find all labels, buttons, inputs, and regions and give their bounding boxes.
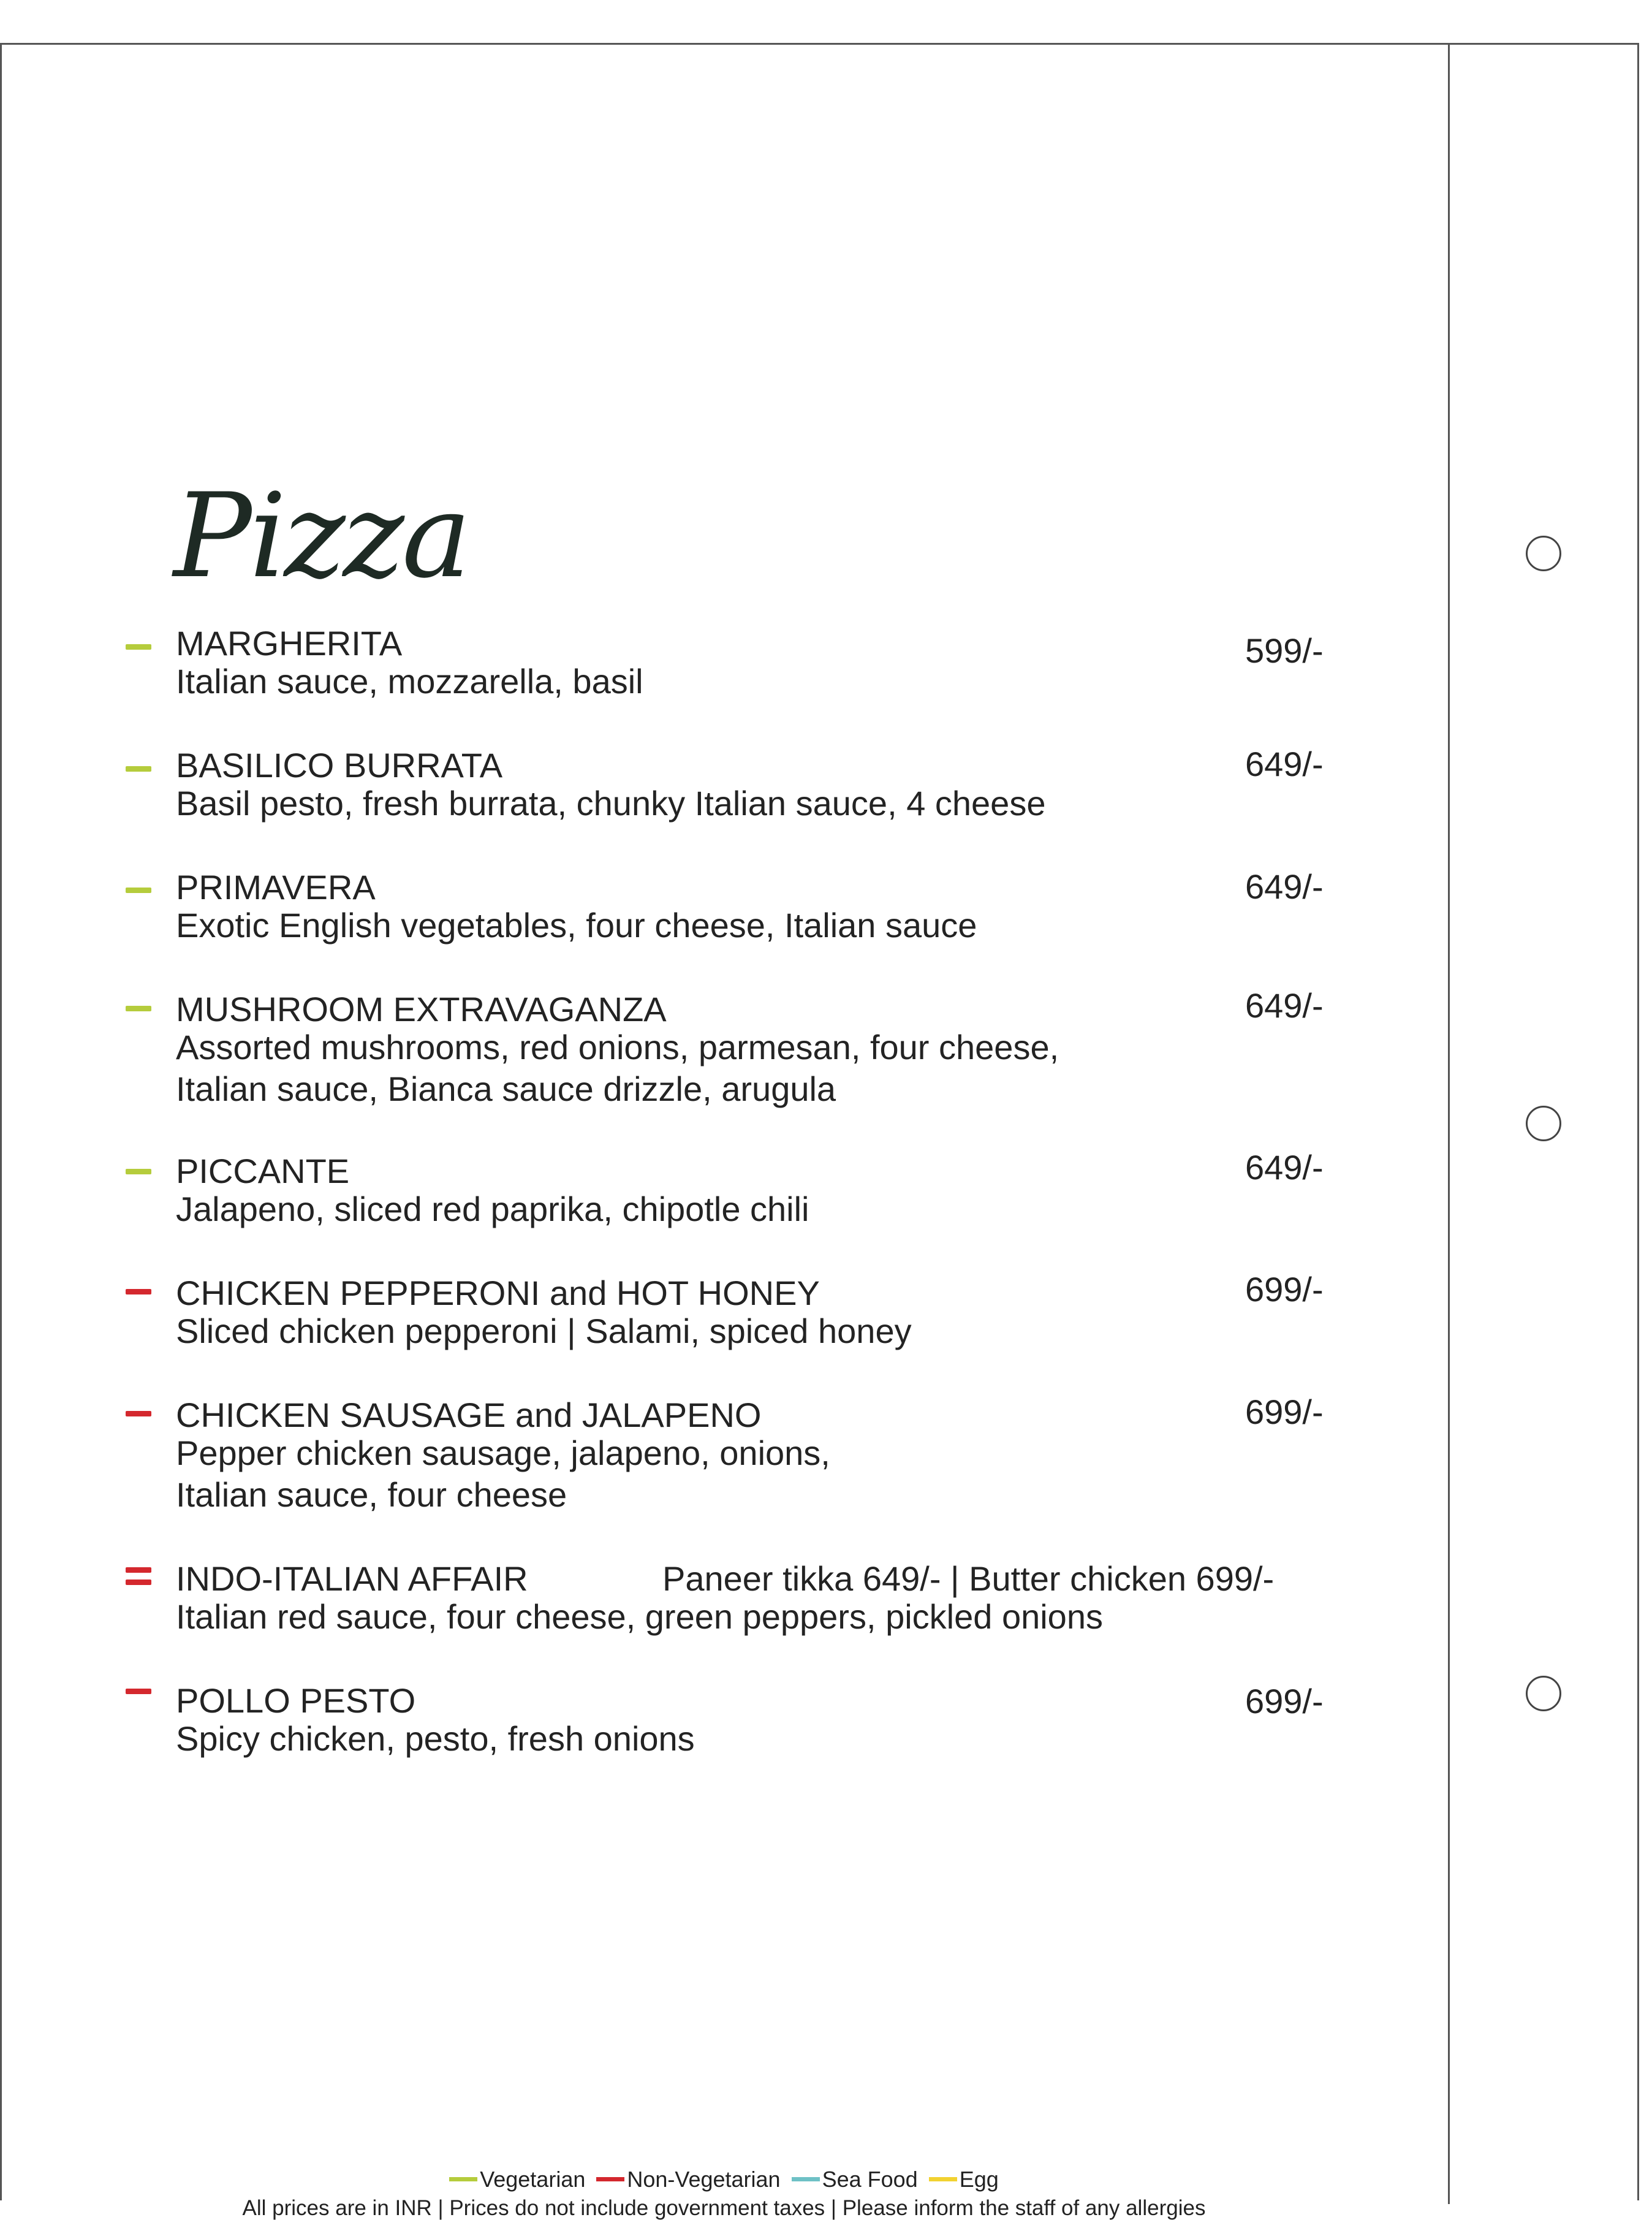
item-name: CHICKEN PEPPERONI and HOT HONEY bbox=[176, 1274, 820, 1312]
vegetarian-swatch-icon bbox=[449, 2177, 477, 2181]
binder-hole-middle bbox=[1526, 1106, 1561, 1141]
binder-spine-line bbox=[1448, 43, 1450, 2204]
diet-legend bbox=[0, 2169, 1448, 2191]
item-price: 599/- bbox=[1245, 631, 1324, 670]
non-vegetarian-marker-icon bbox=[126, 1411, 151, 1416]
section-title: Pizza bbox=[173, 468, 469, 604]
item-name: BASILICO BURRATA bbox=[176, 746, 503, 785]
item-variant-prices: Paneer tikka 649/- | Butter chicken 699/- bbox=[662, 1559, 1275, 1598]
price-footnote: All prices are in INR | Prices do not include government taxes | Please inform the staff of any allergies bbox=[242, 2196, 1206, 2220]
legend-label: Non-Vegetarian bbox=[627, 2167, 781, 2192]
item-price: 649/- bbox=[1245, 867, 1324, 906]
binder-hole-top bbox=[1526, 536, 1561, 571]
menu-page-frame bbox=[0, 43, 1639, 2200]
item-description: Spicy chicken, pesto, fresh onions bbox=[176, 1719, 695, 1758]
legend-label: Sea Food bbox=[822, 2167, 918, 2192]
item-description: Pepper chicken sausage, jalapeno, onions, Italian sauce, four cheese bbox=[176, 1434, 830, 1514]
item-price: 699/- bbox=[1245, 1682, 1324, 1720]
item-name: MARGHERITA bbox=[176, 624, 403, 663]
binder-hole-bottom bbox=[1526, 1676, 1561, 1711]
item-description: Sliced chicken pepperoni | Salami, spiced honey bbox=[176, 1312, 912, 1350]
item-description: Italian sauce, mozzarella, basil bbox=[176, 662, 643, 701]
vegetarian-marker-icon bbox=[126, 1006, 151, 1011]
item-description: Exotic English vegetables, four cheese, Italian sauce bbox=[176, 906, 977, 945]
item-name: PRIMAVERA bbox=[176, 868, 376, 907]
legend-egg bbox=[929, 2169, 999, 2191]
item-price: 699/- bbox=[1245, 1393, 1324, 1431]
non-vegetarian-marker-icon bbox=[126, 1689, 151, 1694]
item-name: INDO-ITALIAN AFFAIR bbox=[176, 1559, 528, 1598]
non-vegetarian-marker-icon bbox=[126, 1289, 151, 1294]
non-vegetarian-swatch-icon bbox=[596, 2177, 624, 2181]
non-vegetarian-marker-icon bbox=[126, 1579, 151, 1585]
legend-non-vegetarian bbox=[596, 2169, 780, 2191]
item-price: 699/- bbox=[1245, 1270, 1324, 1309]
non-vegetarian-marker-icon bbox=[126, 1567, 151, 1573]
vegetarian-marker-icon bbox=[126, 766, 151, 772]
item-price: 649/- bbox=[1245, 986, 1324, 1025]
item-name: POLLO PESTO bbox=[176, 1681, 416, 1720]
legend-vegetarian bbox=[449, 2169, 585, 2191]
item-description: Jalapeno, sliced red paprika, chipotle chili bbox=[176, 1190, 809, 1228]
item-price: 649/- bbox=[1245, 1148, 1324, 1187]
legend-sea-food bbox=[792, 2169, 918, 2191]
item-description: Italian red sauce, four cheese, green peppers, pickled onions bbox=[176, 1597, 1103, 1636]
item-name: MUSHROOM EXTRAVAGANZA bbox=[176, 990, 667, 1028]
legend-label: Vegetarian bbox=[480, 2167, 586, 2192]
vegetarian-marker-icon bbox=[126, 644, 151, 650]
item-description: Basil pesto, fresh burrata, chunky Italian sauce, 4 cheese bbox=[176, 784, 1046, 823]
item-name: PICCANTE bbox=[176, 1152, 350, 1190]
item-description: Assorted mushrooms, red onions, parmesan, four cheese, Italian sauce, Bianca sauce drizzle, arugula bbox=[176, 1028, 1059, 1108]
item-price: 649/- bbox=[1245, 745, 1324, 783]
item-name: CHICKEN SAUSAGE and JALAPENO bbox=[176, 1396, 762, 1434]
sea-food-swatch-icon bbox=[792, 2177, 820, 2181]
vegetarian-marker-icon bbox=[126, 888, 151, 893]
egg-swatch-icon bbox=[929, 2177, 957, 2181]
vegetarian-marker-icon bbox=[126, 1169, 151, 1174]
legend-label: Egg bbox=[959, 2167, 999, 2192]
